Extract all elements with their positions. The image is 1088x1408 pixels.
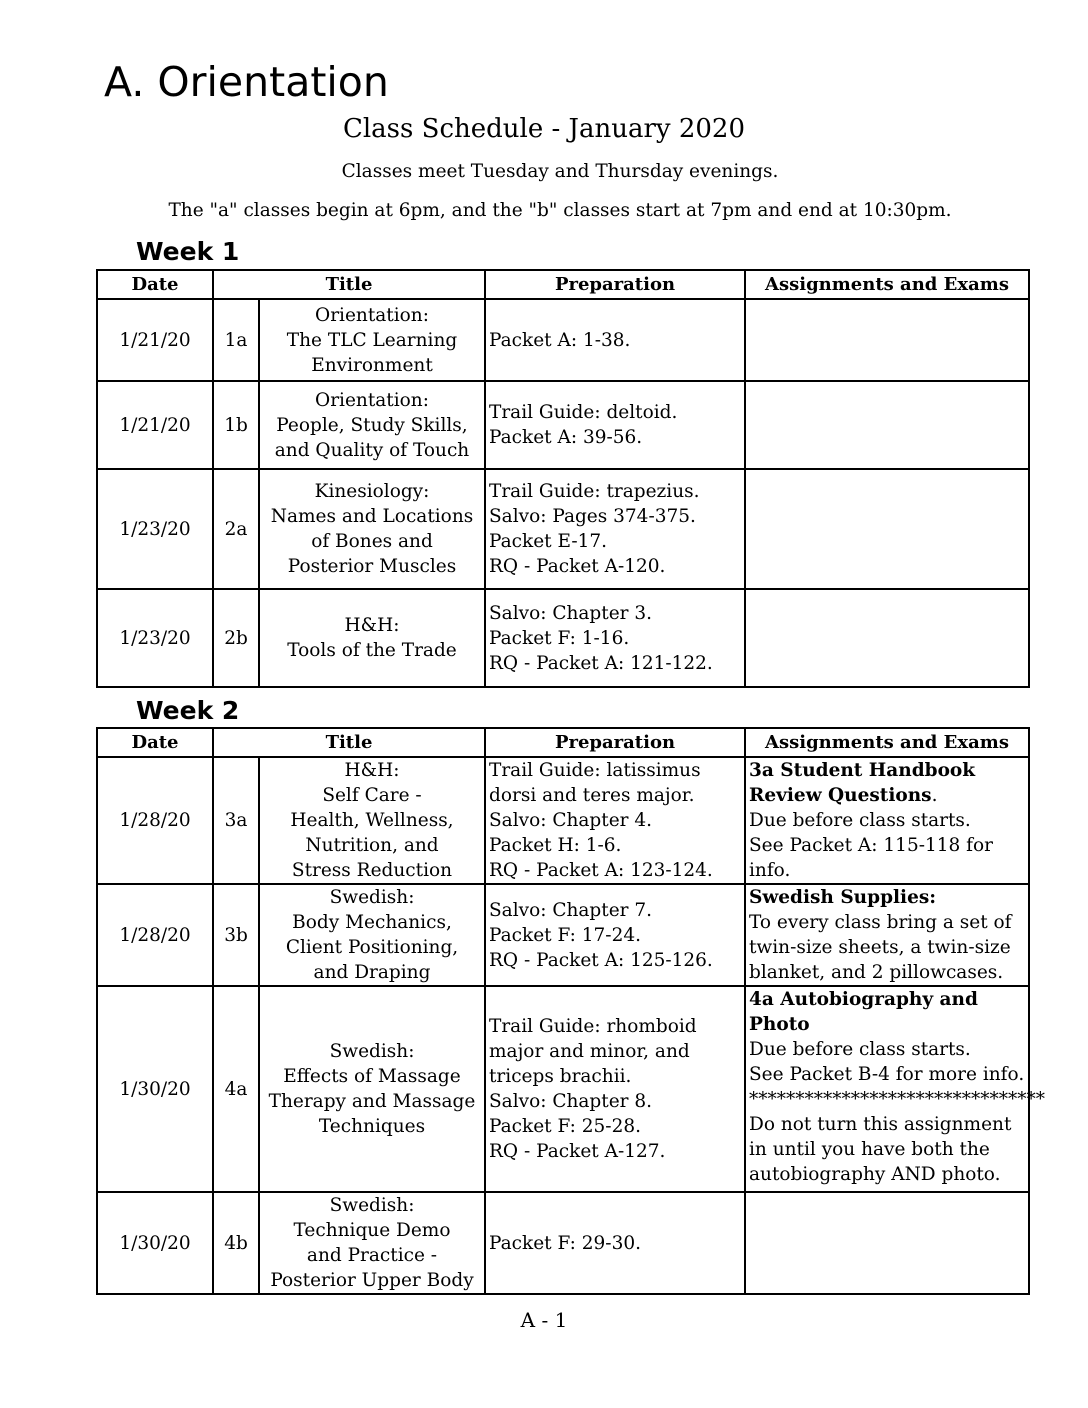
week-1-heading: Week 1 <box>136 237 240 266</box>
preparation-cell-text: Salvo: Chapter 3. Packet F: 1-16. RQ - Packet A: 121-122. <box>489 602 713 674</box>
preparation-cell <box>485 381 745 469</box>
title-cell-text: Orientation: People, Study Skills, and Quality of Touch <box>274 389 470 461</box>
assignments-header: Assignments and Exams <box>745 270 1029 299</box>
page-number: A - 1 <box>520 1308 568 1332</box>
preparation-cell-text: Trail Guide: latissimus dorsi and teres major. Salvo: Chapter 4. Packet H: 1-6. RQ - Packet A: 123-124. <box>489 760 713 881</box>
assignment-details: To every class bring a set of twin-size sheets, a twin-size blanket, and 2 pillowcases. <box>749 912 1012 983</box>
table-row <box>97 299 1029 381</box>
class-code-cell <box>213 469 259 589</box>
class-code-cell-text: 3b <box>224 924 248 946</box>
week-2-heading: Week 2 <box>136 696 240 725</box>
assignments-cell <box>745 381 1029 469</box>
class-code-cell <box>213 986 259 1192</box>
preparation-cell-text: Salvo: Chapter 7. Packet F: 17-24. RQ - Packet A: 125-126. <box>489 899 713 971</box>
assignments-header: Assignments and Exams <box>745 728 1029 757</box>
assignment-title: Swedish Supplies: <box>749 887 937 908</box>
title-header: Title <box>213 270 485 299</box>
preparation-cell-text: Packet F: 29-30. <box>489 1232 641 1254</box>
class-code-cell <box>213 757 259 884</box>
class-code-cell-text: 4b <box>224 1232 248 1254</box>
meeting-days-note: Classes meet Tuesday and Thursday evenings. <box>341 161 779 182</box>
assignments-cell <box>745 589 1029 687</box>
title-cell <box>259 589 485 687</box>
table-row <box>97 757 1029 884</box>
preparation-header: Preparation <box>485 728 745 757</box>
preparation-cell-text: Trail Guide: deltoid. Packet A: 39-56. <box>489 402 678 448</box>
class-code-cell-text: 3a <box>224 810 248 831</box>
assignments-text <box>749 758 1025 883</box>
assignment-details: Due before class starts. See Packet B-4 for more info. ******************************** Do not turn this assignment in until you have both the autobiography AND photo. <box>749 1039 1045 1185</box>
date-cell <box>97 381 213 469</box>
class-code-cell-text: 2b <box>224 627 248 649</box>
assignments-text <box>749 885 1025 985</box>
date-cell-text: 1/30/20 <box>119 1078 191 1100</box>
title-cell <box>259 1192 485 1294</box>
date-header: Date <box>97 270 213 299</box>
date-cell-text: 1/28/20 <box>119 924 191 946</box>
class-code-cell <box>213 884 259 986</box>
assignment-title: 3a Student Handbook Review Questions <box>749 760 976 806</box>
preparation-cell-text: Trail Guide: trapezius. Salvo: Pages 374-375. Packet E-17. RQ - Packet A-120. <box>489 481 700 577</box>
title-cell <box>259 381 485 469</box>
date-cell <box>97 986 213 1192</box>
preparation-header: Preparation <box>485 270 745 299</box>
date-cell <box>97 1192 213 1294</box>
preparation-cell <box>485 757 745 884</box>
assignments-cell <box>745 469 1029 589</box>
preparation-cell <box>485 1192 745 1294</box>
title-cell-text: Swedish: Effects of Massage Therapy and Massage Techniques <box>268 1041 476 1137</box>
date-cell <box>97 469 213 589</box>
title-cell <box>259 986 485 1192</box>
preparation-cell <box>485 469 745 589</box>
date-cell-text: 1/30/20 <box>119 1232 191 1254</box>
date-cell-text: 1/23/20 <box>119 518 191 540</box>
preparation-cell-text: Trail Guide: rhomboid major and minor, and triceps brachii. Salvo: Chapter 8. Packet F: 25-28. RQ - Packet A-127. <box>489 1016 697 1162</box>
title-cell <box>259 757 485 884</box>
class-code-cell-text: 2a <box>224 518 248 540</box>
title-cell-text: Kinesiology: Names and Locations of Bones and Posterior Muscles <box>270 481 474 577</box>
table-header-row <box>97 270 1029 299</box>
class-code-cell-text: 4a <box>224 1078 248 1100</box>
table-row <box>97 381 1029 469</box>
table-row <box>97 589 1029 687</box>
week-2-schedule-table <box>96 727 1045 1295</box>
title-cell <box>259 884 485 986</box>
preparation-cell-text: Packet A: 1-38. <box>489 329 631 351</box>
title-cell <box>259 469 485 589</box>
title-cell-text: Orientation: The TLC Learning Environment <box>286 304 458 376</box>
class-code-cell <box>213 381 259 469</box>
table-row <box>97 986 1029 1192</box>
class-code-cell <box>213 1192 259 1294</box>
class-code-cell <box>213 299 259 381</box>
table-row <box>97 884 1029 986</box>
date-header: Date <box>97 728 213 757</box>
assignment-title: 4a Autobiography and Photo <box>749 989 978 1035</box>
title-cell-text: H&H: Self Care - Health, Wellness, Nutrition, and Stress Reduction <box>290 760 454 881</box>
assignments-cell <box>745 1192 1029 1294</box>
preparation-cell <box>485 589 745 687</box>
date-cell <box>97 757 213 884</box>
title-cell-text: Swedish: Technique Demo and Practice - Posterior Upper Body <box>270 1195 474 1291</box>
preparation-cell <box>485 986 745 1192</box>
title-header: Title <box>213 728 485 757</box>
assignment-details: . Due before class starts. See Packet A: 115-118 for info. <box>749 785 993 881</box>
title-cell <box>259 299 485 381</box>
table-row <box>97 1192 1029 1294</box>
class-code-cell <box>213 589 259 687</box>
assignments-cell <box>745 986 1045 1192</box>
date-cell-text: 1/21/20 <box>119 414 191 436</box>
week-1-schedule-table <box>96 269 1030 688</box>
preparation-cell <box>485 299 745 381</box>
schedule-title: Class Schedule - January 2020 <box>342 114 746 144</box>
title-cell-text: Swedish: Body Mechanics, Client Positioning, and Draping <box>285 887 459 983</box>
assignments-text <box>749 987 1045 1187</box>
date-cell-text: 1/28/20 <box>119 810 191 831</box>
class-code-cell-text: 1a <box>224 329 248 351</box>
date-cell-text: 1/21/20 <box>119 329 191 351</box>
table-header-row <box>97 728 1029 757</box>
date-cell-text: 1/23/20 <box>119 627 191 649</box>
date-cell <box>97 884 213 986</box>
date-cell <box>97 589 213 687</box>
assignments-cell <box>745 299 1029 381</box>
page-heading: A. Orientation <box>104 58 389 106</box>
preparation-cell <box>485 884 745 986</box>
date-cell <box>97 299 213 381</box>
class-times-note: The "a" classes begin at 6pm, and the "b" classes start at 7pm and end at 10:30pm. <box>168 200 952 221</box>
assignments-cell <box>745 884 1029 986</box>
assignments-cell <box>745 757 1029 884</box>
class-code-cell-text: 1b <box>224 414 248 436</box>
table-row <box>97 469 1029 589</box>
title-cell-text: H&H: Tools of the Trade <box>287 615 457 661</box>
